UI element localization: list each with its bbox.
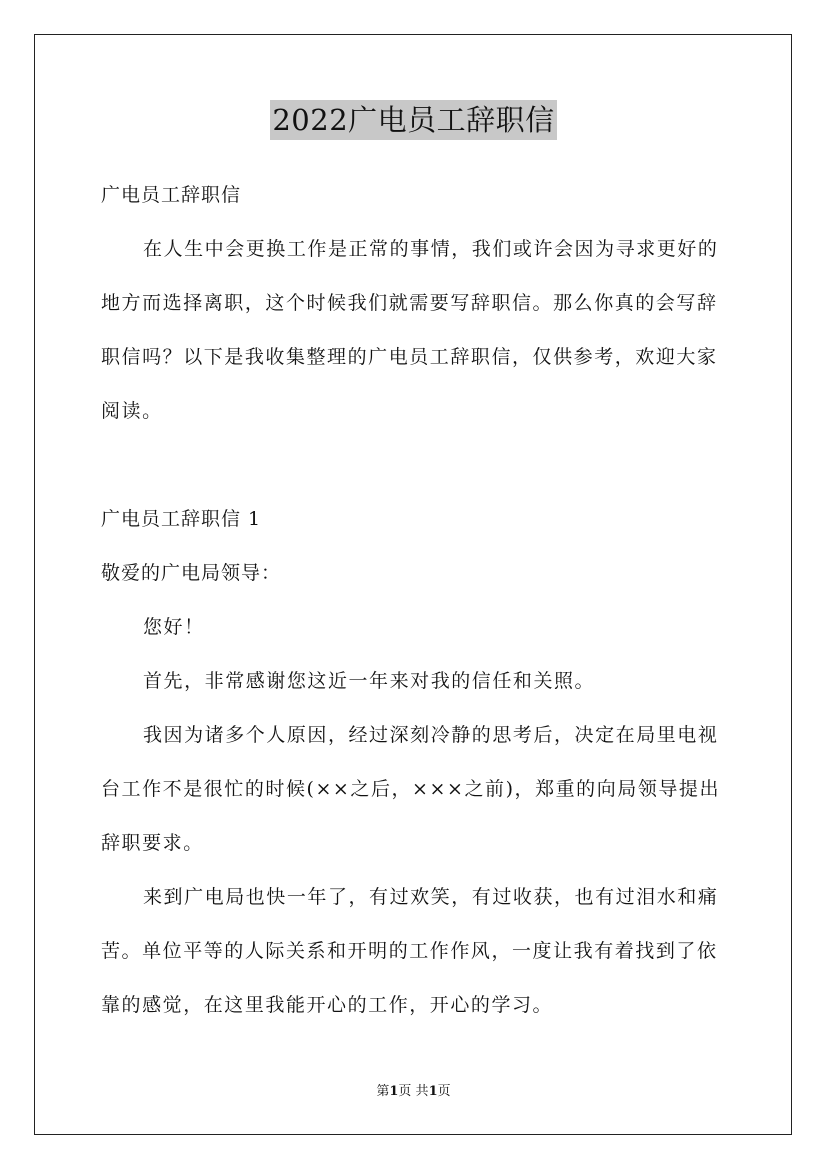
paragraph-subheading: 广电员工辞职信 1 [101, 508, 262, 530]
paragraph-thanks: 首先，非常感谢您这近一年来对我的信任和关照。 [143, 670, 596, 692]
footer-page-suffix: 页 [437, 1084, 451, 1099]
paragraph-reason: 我因为诸多个人原因，经过深刻冷静的思考后，决定在局里电视台工作不是很忙的时候(××之后，×××之前)，郑重的向局领导提出辞职要求。 [101, 724, 721, 854]
paragraph-heading: 广电员工辞职信 [101, 184, 242, 206]
paragraph-greeting: 您好！ [143, 616, 205, 638]
paragraph-intro: 在人生中会更换工作是正常的事情，我们或许会因为寻求更好的地方而选择离职，这个时候我们就需要写辞职信。那么你真的会写辞职信吗？以下是我收集整理的广电员工辞职信，仅供参考，欢迎大家阅读。 [101, 238, 719, 422]
document-body [101, 168, 727, 1032]
paragraph-spacer [101, 438, 727, 492]
document-title: 2022广电员工辞职信 [270, 100, 556, 140]
footer-page-current: 1 [389, 1084, 399, 1099]
page-footer [0, 1082, 827, 1102]
paragraph-experience: 来到广电局也快一年了，有过欢笑，有过收获，也有过泪水和痛苦。单位平等的人际关系和开明的工作作风，一度让我有着找到了依靠的感觉，在这里我能开心的工作，开心的学习。 [101, 886, 719, 1016]
footer-page-mid: 页 共 [398, 1084, 429, 1099]
footer-page-total: 1 [428, 1084, 438, 1099]
footer-page-prefix: 第 [376, 1084, 390, 1099]
paragraph-salutation: 敬爱的广电局领导： [101, 562, 282, 584]
title-container [0, 100, 827, 140]
